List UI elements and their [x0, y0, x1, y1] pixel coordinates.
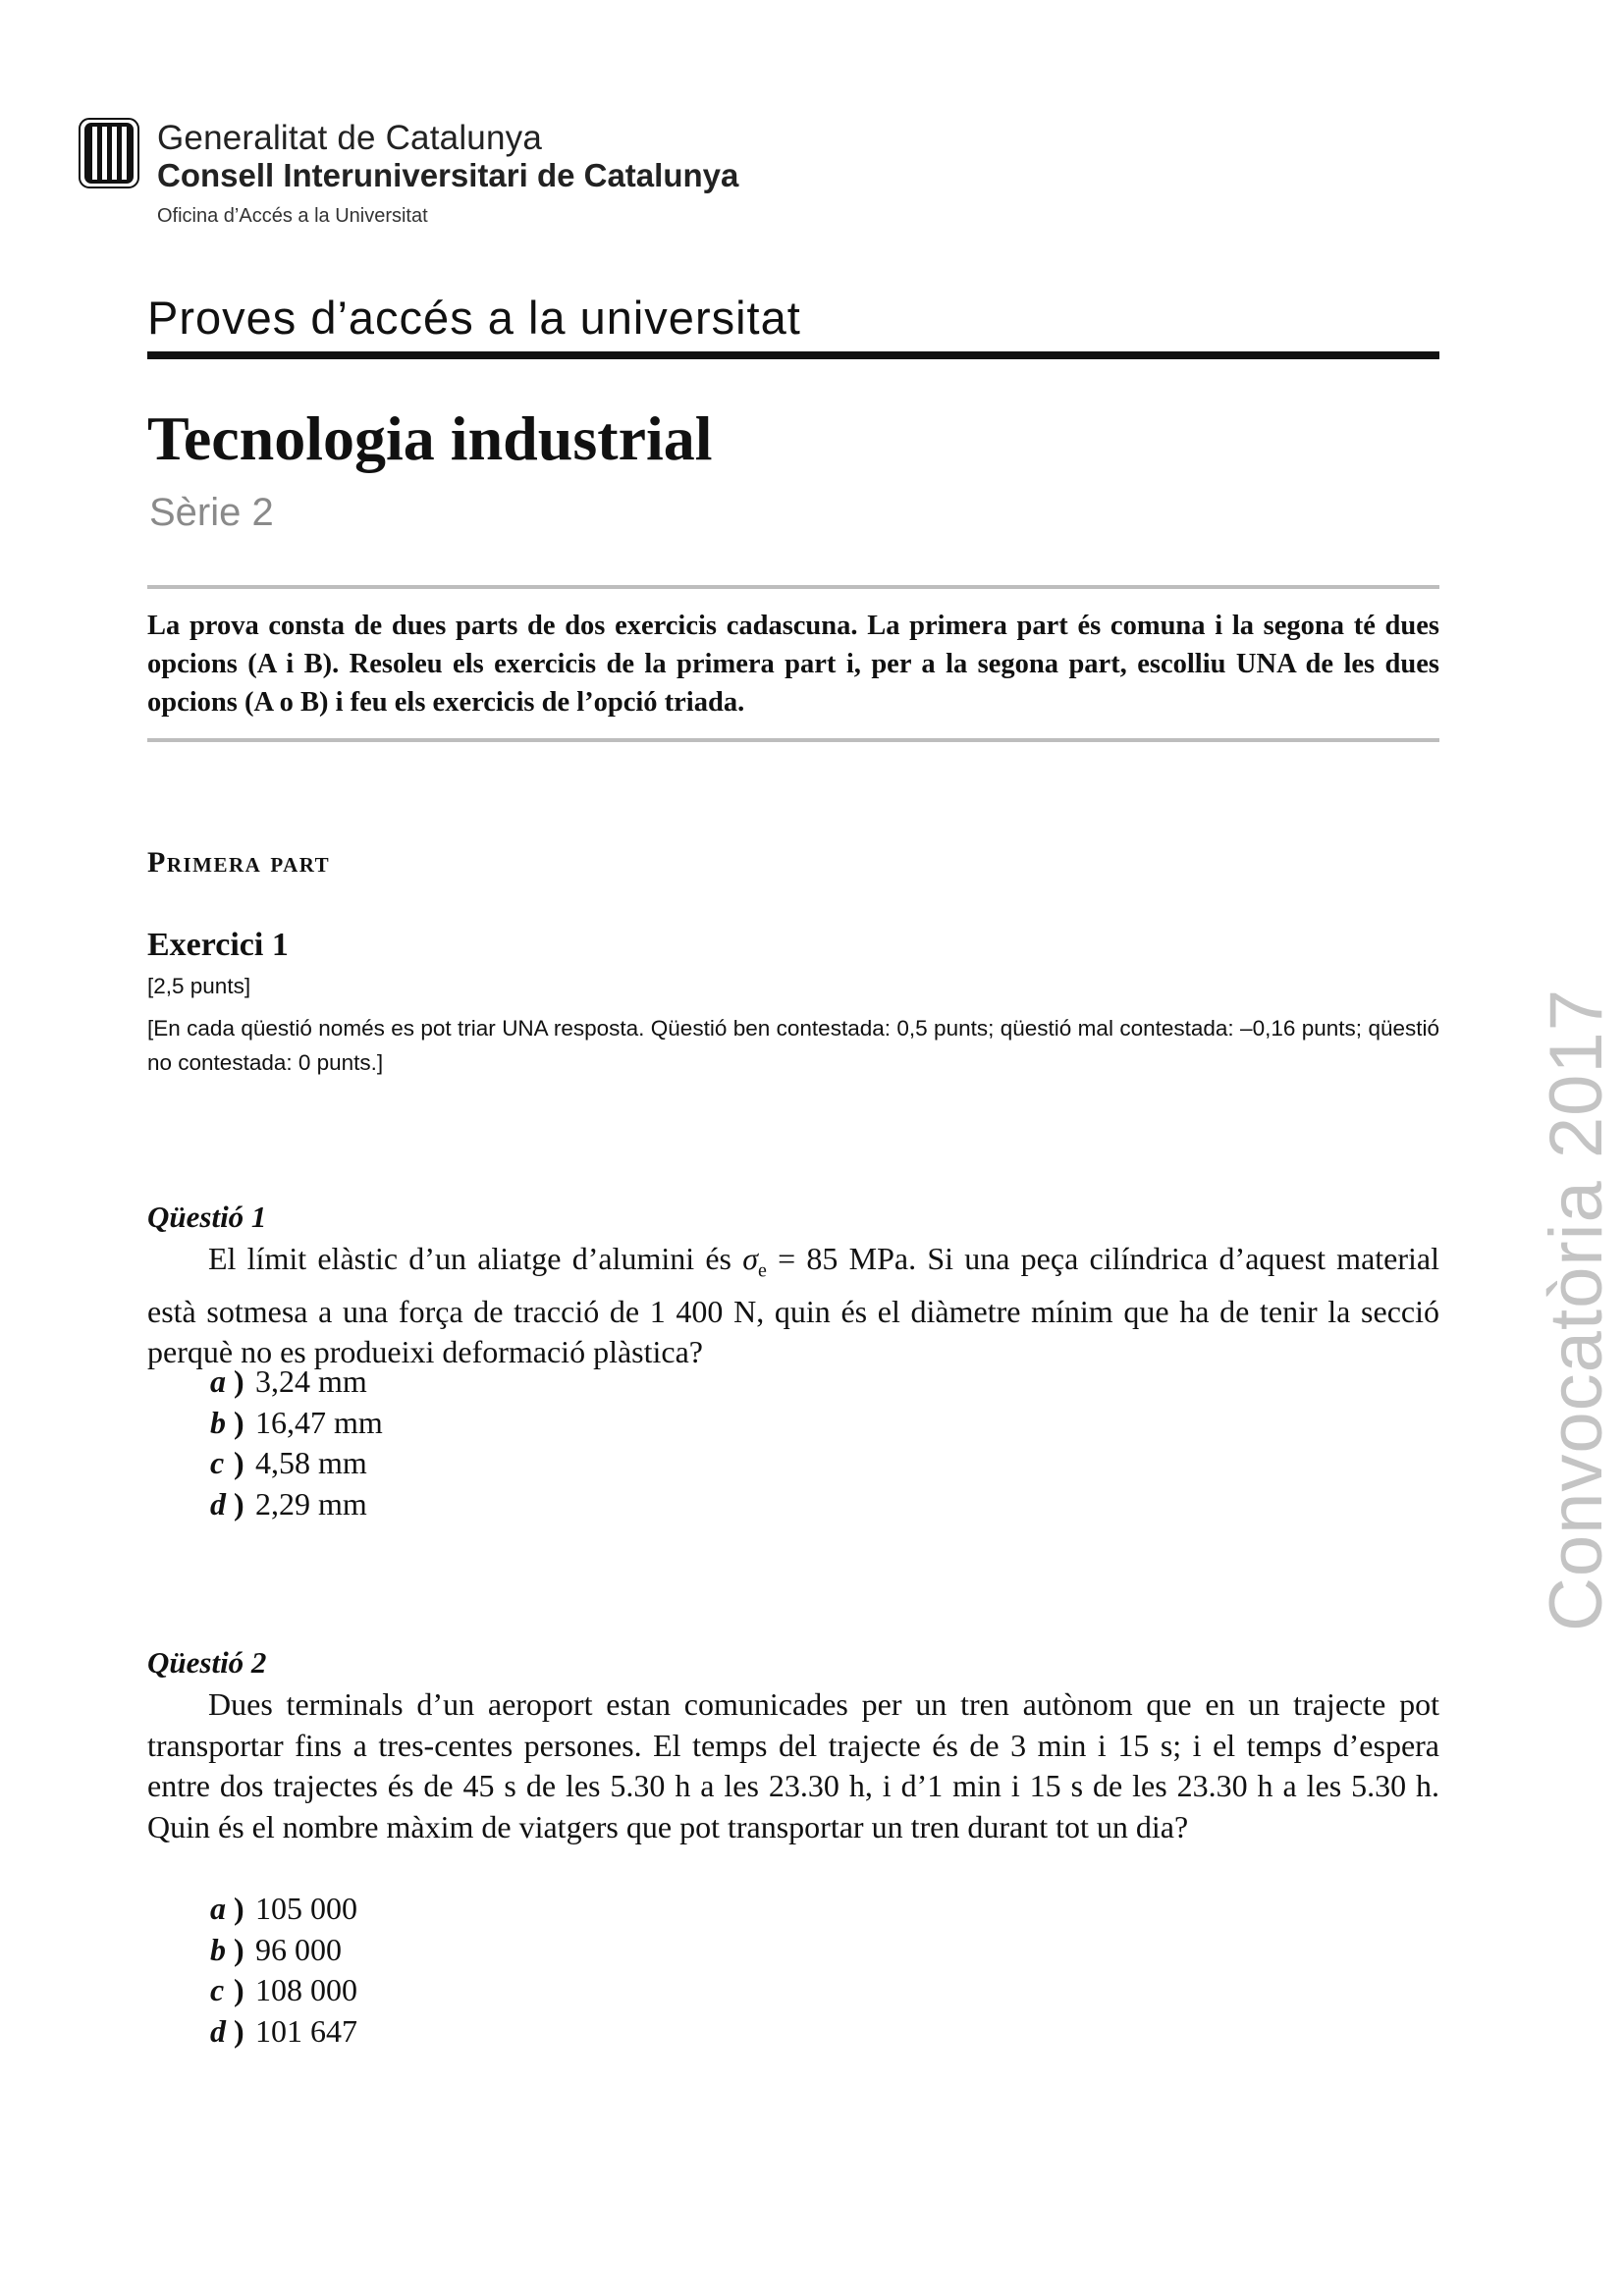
org-line-1: Generalitat de Catalunya [157, 119, 542, 157]
header-divider [147, 351, 1439, 359]
option-d: d ) 101 647 [210, 2012, 357, 2049]
question-2-body: Dues terminals d’un aeroport estan comunicades per un tren autònom que en un trajecte pot transportar fins a tres-centes persones. El temps del trajecte és de 3 min i 15 s; i el temps d’espera entre dos trajectes és de 45 s de les 5.30 h a les 23.30 h, i d’1 min i 15 s de les 23.30 h a les 5.30 h. Quin és el nombre màxim de viatgers que pot transportar un tren durant tot un dia? [147, 1686, 1439, 1844]
series-label: Sèrie 2 [149, 491, 274, 534]
option-a: a ) 105 000 [210, 1891, 357, 1926]
question-1-text [147, 1239, 1439, 1373]
option-c: c ) 4,58 mm [210, 1445, 367, 1480]
question-1-text-after: = 85 MPa. Si una peça cilíndrica d’aquest material està sotmesa a una força de tracció de 1 400 N, quin és el diàmetre mínim que ha de tenir la secció perquè no es produeixi deformació plàstica? [147, 1241, 1440, 1370]
instructions-top-divider [147, 585, 1439, 589]
instructions-bottom-divider [147, 738, 1439, 742]
exercise-title: Exercici 1 [147, 927, 289, 963]
question-1-text-before: El límit elàstic d’un aliatge d’alumini és [208, 1241, 743, 1276]
sigma-symbol: σ [742, 1241, 759, 1276]
sigma-subscript: e [758, 1259, 767, 1282]
part-title: Primera part [147, 846, 331, 879]
exam-type-heading: Proves d’accés a la universitat [147, 292, 801, 344]
question-1-title: Qüestió 1 [147, 1200, 267, 1234]
org-line-3: Oficina d’Accés a la Universitat [157, 205, 428, 227]
org-line-2: Consell Interuniversitari de Catalunya [157, 157, 739, 193]
option-d: d ) 2,29 mm [210, 1485, 367, 1522]
option-b: b ) 96 000 [210, 1931, 342, 1967]
question-1-options [210, 1362, 383, 1524]
generalitat-logo [79, 118, 139, 188]
page-title: Tecnologia industrial [147, 403, 713, 473]
instructions-text: La prova consta de dues parts de dos exercicis cadascuna. La primera part és comuna i la segona té dues opcions (A i B). Resoleu els exercicis de la primera part i, per a la segona part, escolliu UNA de les dues opcions (A o B) i feu els exercicis de l’opció triada. [147, 611, 1439, 718]
exercise-note: [En cada qüestió només es pot triar UNA resposta. Qüestió ben contestada: 0,5 punts; qüestió mal contestada: –0,16 punts; qüestió no contestada: 0 punts.] [147, 1016, 1439, 1075]
organization-block [157, 120, 738, 232]
convocatoria-side-label: Convocatòria 2017 [1535, 988, 1618, 1631]
option-a: a ) 3,24 mm [210, 1363, 367, 1399]
question-2-title: Qüestió 2 [147, 1645, 267, 1680]
option-b: b ) 16,47 mm [210, 1404, 383, 1440]
question-2-options [210, 1889, 357, 2052]
question-2-text [147, 1684, 1439, 1847]
exercise-points: [2,5 punts] [147, 974, 251, 998]
option-c: c ) 108 000 [210, 1972, 357, 2007]
